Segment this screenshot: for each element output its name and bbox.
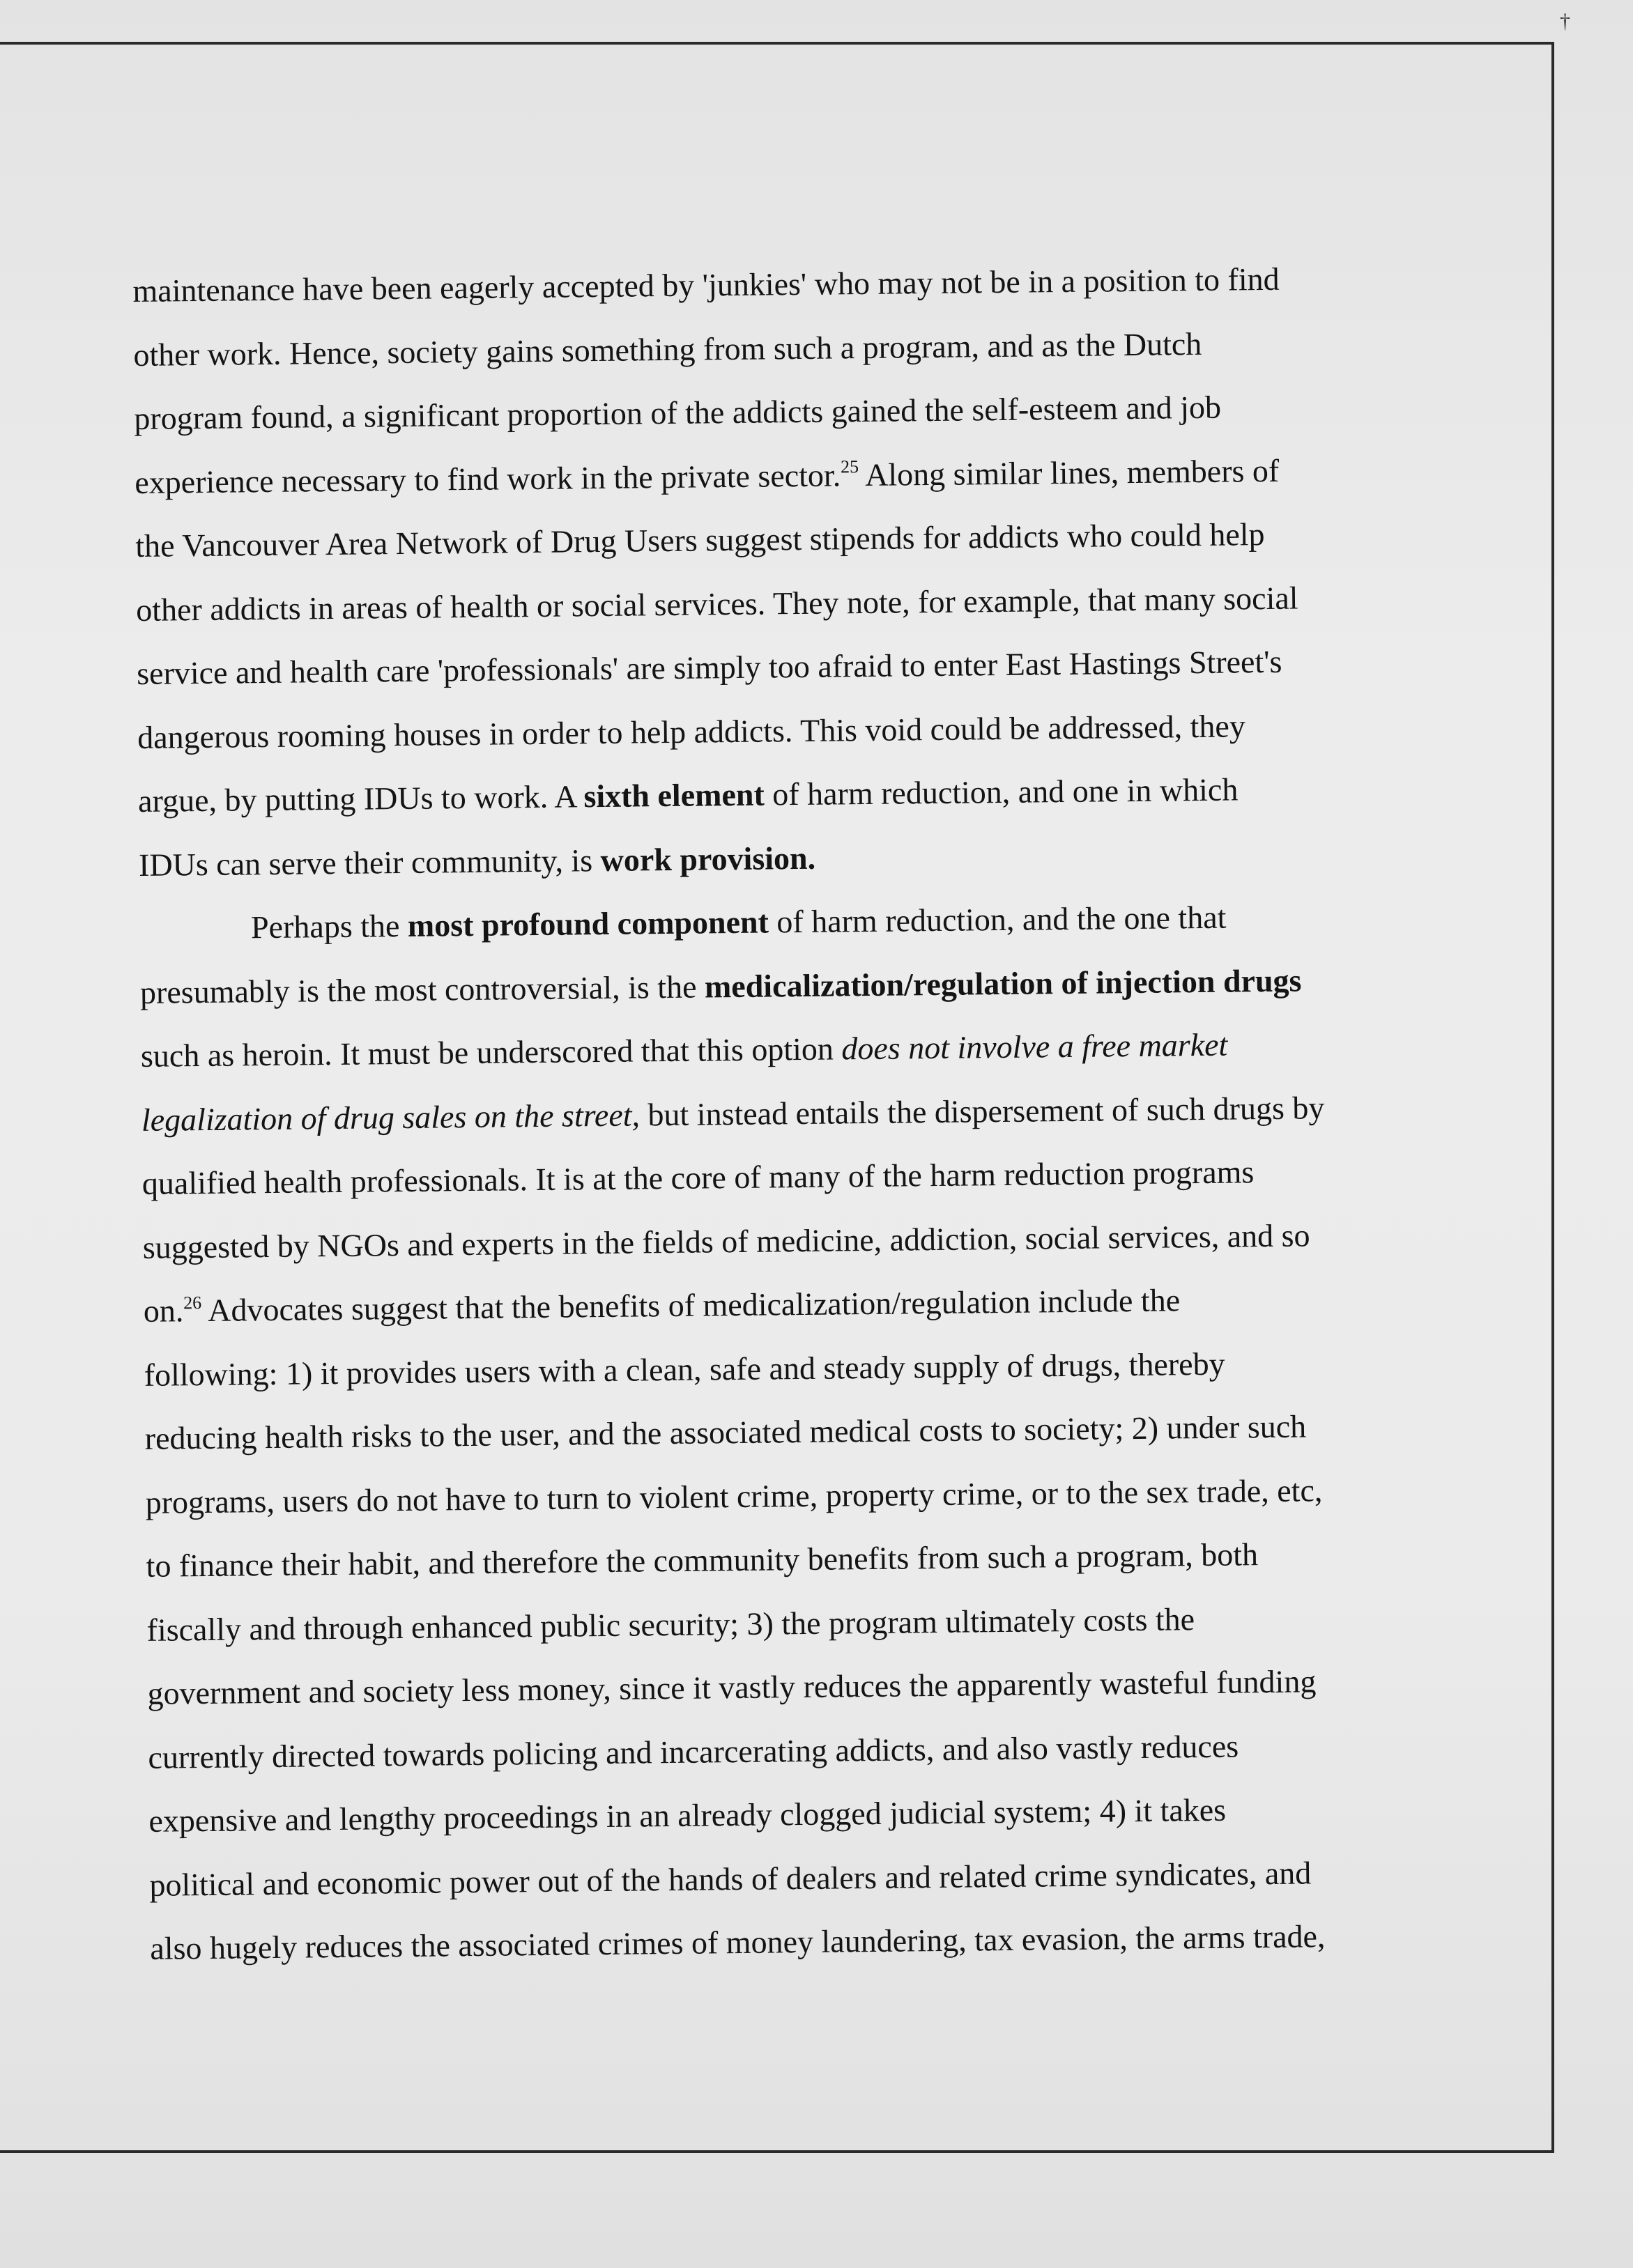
text-span: on.: [143, 1293, 184, 1329]
text-span: currently directed towards policing and incarcerating addicts, and also vastly reduces: [148, 1727, 1239, 1775]
text-span: political and economic power out of the hands of dealers and related crime syndicates, and: [149, 1854, 1312, 1903]
footnote-ref: 25: [840, 456, 859, 477]
text-line: [138, 756, 1400, 833]
text-span: suggested by NGOs and experts in the fields of medicine, addiction, social services, and so: [142, 1217, 1310, 1265]
bold-phrase: most profound component: [407, 904, 769, 943]
text-span: programs, users do not have to turn to violent crime, property crime, or to the sex trade, etc,: [145, 1472, 1323, 1520]
text-span: Advocates suggest that the benefits of medicalization/regulation include the: [201, 1282, 1181, 1329]
bold-phrase: sixth element: [583, 776, 765, 815]
text-span: Along similar lines, members of: [858, 452, 1280, 493]
body-text: [132, 246, 1412, 1980]
text-span: of harm reduction, and the one that: [768, 899, 1227, 940]
text-span: service and health care 'professionals' are simply too afraid to enter East Hastings Street's: [136, 643, 1282, 691]
text-span: the Vancouver Area Network of Drug Users suggest stipends for addicts who could help: [135, 516, 1265, 564]
text-span: presumably is the most controversial, is the: [139, 968, 705, 1010]
text-line: [132, 246, 1395, 323]
text-span: Perhaps the: [250, 907, 408, 946]
text-span: other work. Hence, society gains something from such a program, and as the Dutch: [133, 325, 1202, 373]
text-span: other addicts in areas of health or social services. They note, for example, that many social: [136, 580, 1298, 628]
text-line: [142, 1202, 1404, 1279]
text-span: following: 1) it provides users with a clean, safe and steady supply of drugs, thereby: [144, 1345, 1225, 1393]
text-span: of harm reduction, and one in which: [764, 771, 1239, 812]
text-span: expensive and lengthy proceedings in an already clogged judicial system; 4) it takes: [148, 1791, 1227, 1839]
bold-phrase: medicalization/regulation of injection drugs: [704, 962, 1302, 1004]
text-line: [146, 1521, 1408, 1598]
bold-phrase: work provision.: [600, 840, 816, 878]
text-span: argue, by putting IDUs to work. A: [137, 778, 584, 819]
text-span: fiscally and through enhanced public security; 3) the program ultimately costs the: [146, 1600, 1195, 1648]
text-span: program found, a significant proportion of the addicts gained the self-esteem and job: [134, 389, 1222, 436]
italic-phrase: does not involve a free market: [841, 1026, 1228, 1067]
footnote-ref: 26: [183, 1292, 202, 1313]
text-span: but instead entails the dispersement of such drugs by: [639, 1089, 1325, 1132]
text-span: such as heroin. It must be underscored that this option: [140, 1031, 842, 1074]
text-span: maintenance have been eagerly accepted by 'junkies' who may not be in a position to find: [132, 261, 1280, 309]
page-corner-mark: †: [1560, 10, 1570, 33]
text-span: reducing health risks to the user, and the associated medical costs to society; 2) under such: [144, 1408, 1307, 1456]
text-span: to finance their habit, and therefore the community benefits from such a program, both: [146, 1536, 1259, 1584]
text-line: [150, 1904, 1412, 1980]
text-span: dangerous rooming houses in order to help addicts. This void could be addressed, they: [137, 707, 1246, 755]
text-span: government and society less money, since it vastly reduces the apparently wasteful funding: [147, 1663, 1317, 1711]
text-span: qualified health professionals. It is at the core of many of the harm reduction programs: [141, 1154, 1255, 1201]
text-span: IDUs can serve their community, is: [138, 842, 601, 883]
italic-phrase: legalization of drug sales on the street,: [141, 1096, 641, 1138]
text-span: experience necessary to find work in the private sector.: [135, 456, 841, 500]
text-span: also hugely reduces the associated crimes of money laundering, tax evasion, the arms trade,: [150, 1918, 1326, 1966]
